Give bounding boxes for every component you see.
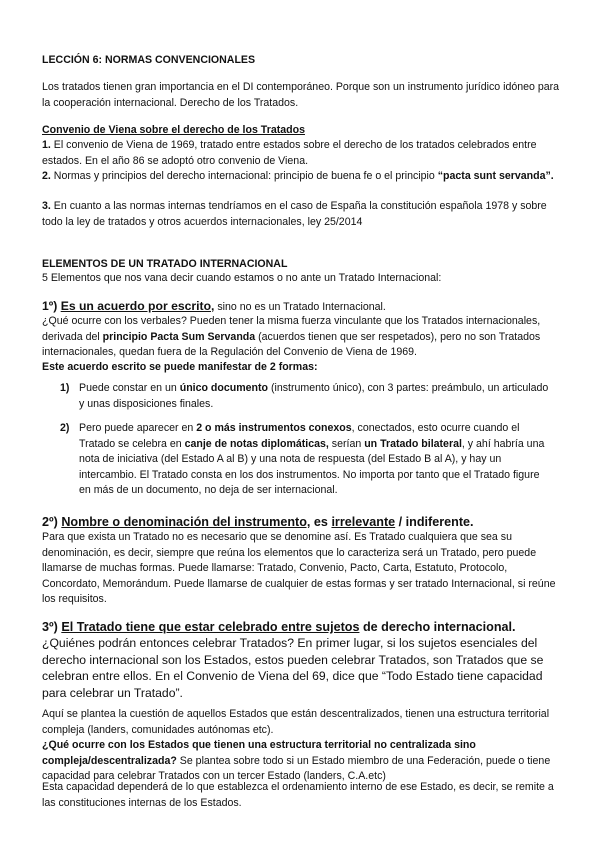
item-2-text-bold-1: 2 o más instrumentos conexos <box>196 422 352 434</box>
lesson-title: LECCIÓN 6: NORMAS CONVENCIONALES <box>42 54 256 66</box>
section-1-text-c: (acuerdos tienen que ser respetados), pero no son Tratados internacionales, quedan fuera de la Regulación del Convenio de Viena de 1969. <box>42 330 541 358</box>
section-3-question-rest: Se plantea sobre todo si un Estado miembro de una Federación, puede o tiene capacidad para celebrar Tratados con un tercer Estado (landers, C.A.etc) <box>42 754 551 782</box>
section-1-paragraph <box>42 314 562 361</box>
item-1-number: 1) <box>60 382 70 394</box>
section-3-title: El Tratado tiene que estar celebrado entre sujetos <box>61 620 360 634</box>
elementos-subtitle: 5 Elementos que nos vana decir cuando estamos o no ante un Tratado Internacional: <box>42 272 442 284</box>
item-2-text-g: , y ahí habría una nota de iniciativa (del Estado A al B) y una nota de respuesta (del Estado B al A), y hay un intercambio. El Tratado consta en los dos instrumentos. No importa por tanto que el Tratado figure en más de un documento, no deja de ser internacional. <box>79 437 545 496</box>
viena-point-3 <box>42 199 562 230</box>
intro-paragraph: Los tratados tienen gran importancia en el DI contemporáneo. Porque son un instrumento jurídico idóneo para la cooperación internacional. Derecho de los Tratados. <box>42 81 560 109</box>
item-1-text-a: Puede constar en un <box>79 382 180 394</box>
section-2-es: es <box>310 515 332 529</box>
item-2-text-a: Pero puede aparecer en <box>79 422 197 434</box>
section-3-question-bold: ¿Qué ocurre con los Estados que tienen una estructura territorial no centralizada sino compleja/descentralizada? <box>42 739 476 767</box>
section-2-irrelevante: irrelevante <box>331 515 396 529</box>
viena-point-1 <box>42 138 562 169</box>
section-1-heading <box>42 298 562 316</box>
item-1-text-bold: único documento <box>179 382 268 394</box>
section-3-rest: de derecho internacional. <box>359 620 516 634</box>
section-2-heading <box>42 514 562 530</box>
section-2-number: 2º) <box>42 515 58 529</box>
item-1-text-c: (instrumento único), con 3 partes: preámbulo, un articulado y unas disposiciones finales. <box>79 382 549 410</box>
section-3-question <box>42 738 562 785</box>
viena-point-1-text: El convenio de Viena de 1969, tratado entre estados sobre el derecho de los tratados celebrados entre estados. En el año 86 se adoptó otro convenio de Viena. <box>42 139 537 167</box>
section-1-title: Es un acuerdo por escrito, <box>60 299 215 313</box>
section-1-text-bold: principio Pacta Sum Servanda <box>102 330 256 343</box>
viena-point-2-text: Normas y principios del derecho internacional: principio de buena fe o el principio <box>50 170 438 182</box>
viena-point-2-number: 2. <box>42 170 51 182</box>
section-1-number: 1º) <box>42 299 58 313</box>
section-2-rest: / indiferente. <box>395 515 474 529</box>
item-2-text-bold-2: canje de notas diplomáticas, <box>184 437 332 450</box>
section-3-number: 3º) <box>42 620 58 634</box>
item-2-text <box>79 421 549 499</box>
item-2-text-e: serían <box>331 437 365 450</box>
section-3-heading <box>42 619 562 635</box>
section-1-title-rest: sino no es un Tratado Internacional. <box>214 301 386 313</box>
section-1-lead: Este acuerdo escrito se puede manifestar de 2 formas: <box>42 361 318 373</box>
section-3-paragraph-3: Esta capacidad dependerá de lo que establezca el ordenamiento interno de ese Estado, es decir, se remite a las constituciones internas de los Estados. <box>42 781 554 809</box>
section-3-paragraph-2: Aquí se plantea la cuestión de aquellos Estados que están descentralizados, tienen una estructura territorial compleja (landers, comunidades autónomas etc). <box>42 708 550 736</box>
elementos-heading: ELEMENTOS DE UN TRATADO INTERNACIONAL <box>42 258 288 270</box>
section-2-body: Para que exista un Tratado no es necesario que se denomine así. Es Tratado cualquiera que sea su denominación, es decir, siempre que reúna los elementos que lo caracteriza será un Tratado, pero puede llamarse de muchas formas. Puede llamarse: Tratado, Convenio, Pacto, Carta, Estatuto, Protocolo, Concordato, Memorándum. Puede llamarse de cualquier de estas formas y ser tratado Internacional, si reúne los requisitos. <box>42 531 556 605</box>
viena-point-2-bold: “pacta sunt servanda”. <box>437 170 554 182</box>
section-2-title: Nombre o denominación del instrumento, <box>61 515 311 529</box>
item-1-text <box>79 381 549 412</box>
item-2-number: 2) <box>60 422 70 434</box>
viena-point-3-text: En cuanto a las normas internas tendríamos en el caso de España la constitución española 1978 y sobre todo la ley de tratados y otros acuerdos internacionales, ley 25/2014 <box>42 200 547 228</box>
viena-point-2 <box>42 169 562 185</box>
viena-heading: Convenio de Viena sobre el derecho de los Tratados <box>42 124 305 136</box>
viena-point-1-number: 1. <box>42 139 51 151</box>
item-2-text-bold-3: un Tratado bilateral <box>364 437 462 450</box>
section-1-text-a: ¿Qué ocurre con los verbales? Pueden tener la misma fuerza vinculante que los Tratados internacionales, derivada del <box>42 315 541 343</box>
item-2-text-c: , conectados, esto ocurre cuando el Tratado se celebra en <box>79 422 520 450</box>
viena-point-3-number: 3. <box>42 200 51 212</box>
section-3-body: ¿Quiénes podrán entonces celebrar Tratados? En primer lugar, si los sujetos esenciales del derecho internacional son los Estados, estos pueden celebrar Tratados, son Tratados que se celebran entre ellos. En el Convenio de Viena del 69, dice que “Todo Estado tiene capacidad para celebrar un Tratado”. <box>42 636 544 700</box>
